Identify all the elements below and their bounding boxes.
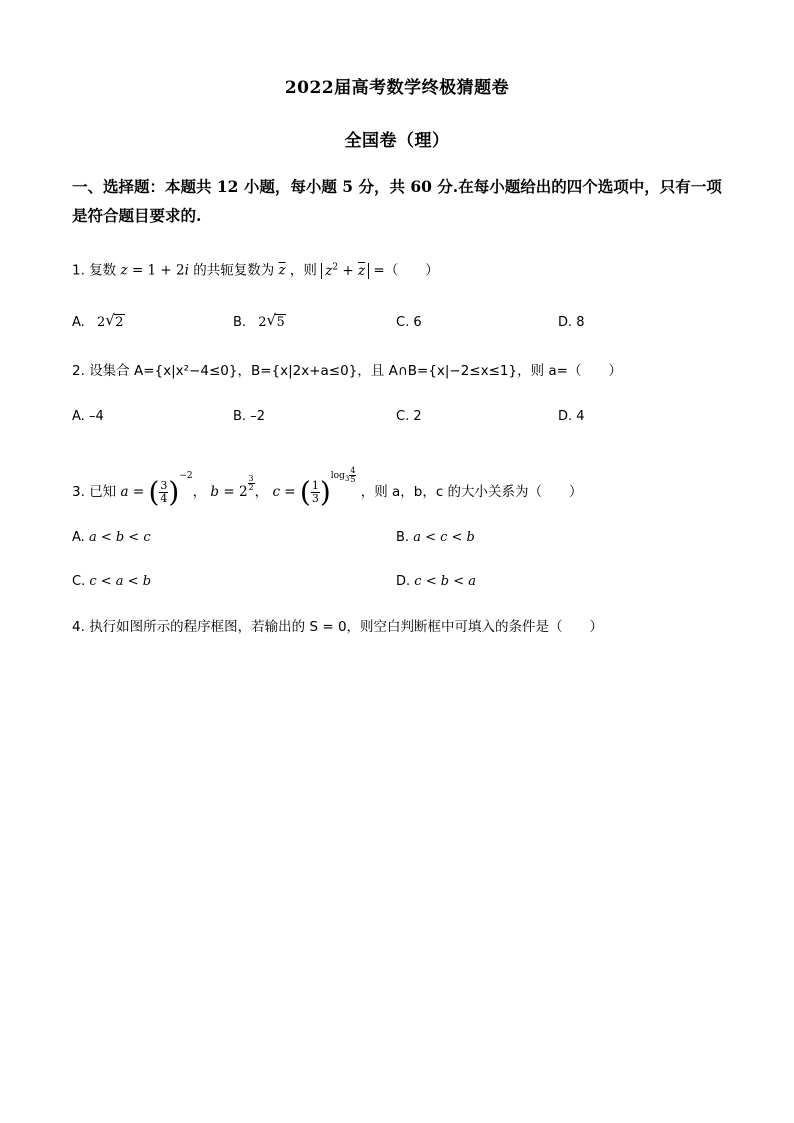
option-value: c < a < b	[89, 574, 152, 589]
option-label: D.	[558, 409, 573, 424]
option-coef: 2	[96, 315, 106, 330]
option-value: –2	[250, 409, 265, 424]
option-value	[258, 311, 286, 330]
option-value: a < b < c	[88, 530, 151, 545]
question-4	[72, 616, 732, 638]
question-1-option-c	[396, 312, 422, 334]
question-3-option-c	[72, 571, 151, 593]
question-3-text-end: ，则 a，b，c 的大小关系为（ ）	[360, 484, 583, 500]
section-heading	[72, 172, 732, 230]
option-label: A.	[72, 315, 85, 330]
option-label: A.	[72, 409, 85, 424]
question-3-option-b	[396, 527, 475, 549]
option-value	[96, 311, 125, 330]
sqrt-symbol: √ 5	[266, 311, 285, 330]
option-label: B.	[233, 409, 247, 424]
option-value: –4	[88, 409, 104, 424]
option-value: 8	[576, 315, 585, 330]
question-4-text: 执行如图所示的程序框图，若输出的 S = 0，则空白判断框中可填入的条件是（ ）	[89, 619, 604, 635]
option-value: a < c < b	[413, 530, 475, 545]
question-2	[72, 360, 732, 382]
question-3-option-d	[396, 571, 476, 593]
question-1-text-d: =（ ）	[373, 262, 439, 279]
section-heading-line1: 一、选择题：本题共 12 小题，每小题 5 分，共 60 分.在每小题给出的四个选项中，只有一项	[72, 177, 722, 196]
question-1-expression: z = 1 + 2i	[120, 262, 189, 279]
question-2-option-c	[396, 406, 422, 428]
exam-title: 2022届高考数学终极猜题卷	[284, 78, 510, 98]
question-1-text-c: ，则	[289, 262, 317, 279]
question-3-expression-b: b = 2 $^{\frac{3}{2}}$	[210, 474, 254, 500]
option-value: 6	[413, 315, 422, 330]
question-1-option-b	[233, 312, 286, 334]
question-3-number: 3.	[72, 484, 85, 500]
option-label: C.	[72, 574, 86, 589]
question-1	[72, 256, 732, 282]
sqrt-symbol: √ 2	[105, 311, 124, 330]
option-radicand: 2	[115, 315, 124, 330]
option-label: D.	[558, 315, 573, 330]
option-label: D.	[396, 574, 411, 589]
question-1-option-d	[558, 312, 585, 334]
option-value: c < b < a	[414, 574, 476, 589]
question-3-option-a	[72, 527, 151, 549]
option-label: C.	[396, 315, 410, 330]
question-1-text-a: 复数	[89, 262, 117, 279]
question-3-expression-c: c = ( $\frac{1}{3}$ )$^{log_3 \frac{4}{5}}$	[272, 466, 356, 509]
exam-subtitle: 全国卷（理）	[344, 131, 450, 151]
option-coef: 2	[258, 315, 267, 330]
question-1-text-b: 的共轭复数为	[193, 262, 275, 279]
option-label: B.	[233, 315, 247, 330]
option-value: 4	[576, 409, 585, 424]
section-heading-line2: 是符合题目要求的.	[72, 206, 202, 225]
option-label: B.	[396, 530, 410, 545]
question-1-abs-expression: $z^2 + \overline{z}$	[321, 263, 369, 279]
question-2-number: 2.	[72, 363, 85, 379]
question-3-text-a: 已知	[89, 484, 117, 500]
question-1-option-a	[72, 312, 125, 334]
question-2-option-d	[558, 406, 585, 428]
question-2-option-a	[72, 406, 104, 428]
question-4-number: 4.	[72, 619, 85, 635]
question-2-option-b	[233, 406, 265, 428]
option-radicand: 5	[276, 315, 285, 330]
question-1-conjugate: $\overline{z}$	[278, 262, 286, 279]
option-label: C.	[396, 409, 410, 424]
option-value: 2	[413, 409, 422, 424]
option-label: A.	[72, 530, 85, 545]
question-1-number: 1.	[72, 262, 85, 279]
question-3-expression-a: a = ( $\frac{3}{4}$ )$^{-2}$	[120, 471, 193, 509]
question-3: 3. 已知 a = ( $\frac{3}{4}$ )$^{-2}$， b = 2 $^{\frac{3}{2}}$ ， c = ( $\frac{1}{3}$ )$^{log_3 \frac{4}{5}}$ ，则 a，b，c 的大小关系为（ ）	[72, 466, 583, 509]
question-2-text: 设集合 A={x|x²−4≤0}，B={x|2x+a≤0}，且 A∩B={x|−2≤x≤1}，则 a=（ ）	[89, 363, 622, 379]
